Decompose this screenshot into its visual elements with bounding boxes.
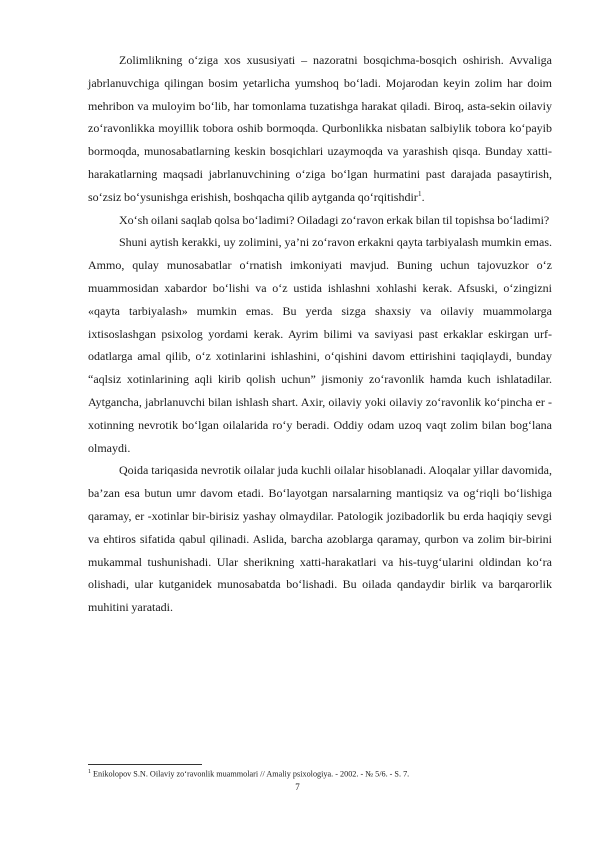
page-number: 7 — [295, 782, 300, 792]
paragraph-4: Qoida tariqasida nevrotik oilalar juda kuchli oilalar hisoblanadi. Aloqalar yillar davomida, ba’zan esa butun umr davom etadi. Bo‘layotgan narsalarning mantiqsiz va og‘riqli bo‘lishiga qaramay, er -xotinlar bir-birisiz yashay olmaydilar. Patologik jozibadorlik bu erda haqiqiy sevgi va ehtiros sifatida qabul qilinadi. Aslida, barcha azoblarga qaramay, qurbon va zolim bir-birini mukammal tushunishadi. Ular sherikning xatti-harakatlari va his-tuyg‘ularini oldindan ko‘ra olishadi, ular kutganidek munosabatda bo‘lishadi. Bu oilada qandaydir birlik va barqarorlik muhitini yaratadi. — [88, 463, 552, 615]
paragraph-2: Xo‘sh oilani saqlab qolsa bo‘ladimi? Oiladagi zo‘ravon erkak bilan til topishsa bo‘ladimi? — [119, 212, 550, 227]
paragraph-1 — [88, 49, 552, 209]
body-text — [88, 49, 552, 619]
paragraph-1-end: . — [421, 189, 425, 204]
footnote-reference: 1 — [417, 188, 422, 198]
footnote-text: Enikolopov S.N. Oilaviy zo‘ravonlik muammolari // Amaliy psixologiya. - 2002. - № 5/6. - S. 7. — [91, 769, 410, 779]
footnote-divider — [88, 764, 202, 765]
paragraph-3: Shuni aytish kerakki, uy zolimini, ya’ni zo‘ravon erkakni qayta tarbiyalash mumkin emas. Ammo, qulay munosabatlar o‘rnatish imkoniyati mavjud. Buning uchun tajovuzkor o‘z muammosidan xabardor bo‘lishi va o‘z ustida ishlashni xohlashi kerak. Afsuski, o‘zingizni «qayta tarbiyalash» mumkin emas. Bu yerda sizga shaxsiy va oilaviy muammolarga ixtisoslashgan psixolog yordami kerak. Ayrim bilimi va saviyasi past erkaklar eskirgan urf-odatlarga amal qilib, o‘z xotinlarini ishlashini, o‘qishini davom ettirishini taqiqlaydi, bunday “aqlsiz xotinlarining aqli kirib qolish uchun” jismoniy zo‘ravonlik hamda kuch ishlatadilar. Aytgancha, jabrlanuvchi bilan ishlash shart. Axir, oilaviy yoki oilaviy zo‘ravonlik ko‘pincha er -xotinning nevrotik bo‘lgan oilalarida ro‘y beradi. Oddiy odam uzoq vaqt zolim bilan bog‘lana olmaydi. — [88, 235, 552, 455]
footnote-marker: 1 — [88, 769, 91, 775]
paragraph-1-text: Zolimlikning o‘ziga xos xususiyati – nazoratni bosqichma-bosqich oshirish. Avvaliga jabrlanuvchiga qilingan bosim yetarlicha yumshoq bo‘ladi. Mojarodan keyin zolim har doim mehribon va muloyim bo‘lib, har tomonlama tuzatishga harakat qiladi. Biroq, asta-sekin oilaviy zo‘ravonlikka moyillik tobora oshib bormoqda. Qurbonlikka nisbatan salbiylik tobora ko‘payib bormoqda, munosabatlarning keskin bosqichlari uzaymoqda va yarashish qisqa. Bunday xatti-harakatlarning maqsadi jabrlanuvchining o‘ziga bo‘lgan hurmatini past darajada pasaytirish, so‘zsiz bo‘ysunishga erishish, boshqacha qilib aytganda qo‘rqitishdir — [88, 53, 552, 204]
footnote — [88, 767, 552, 780]
